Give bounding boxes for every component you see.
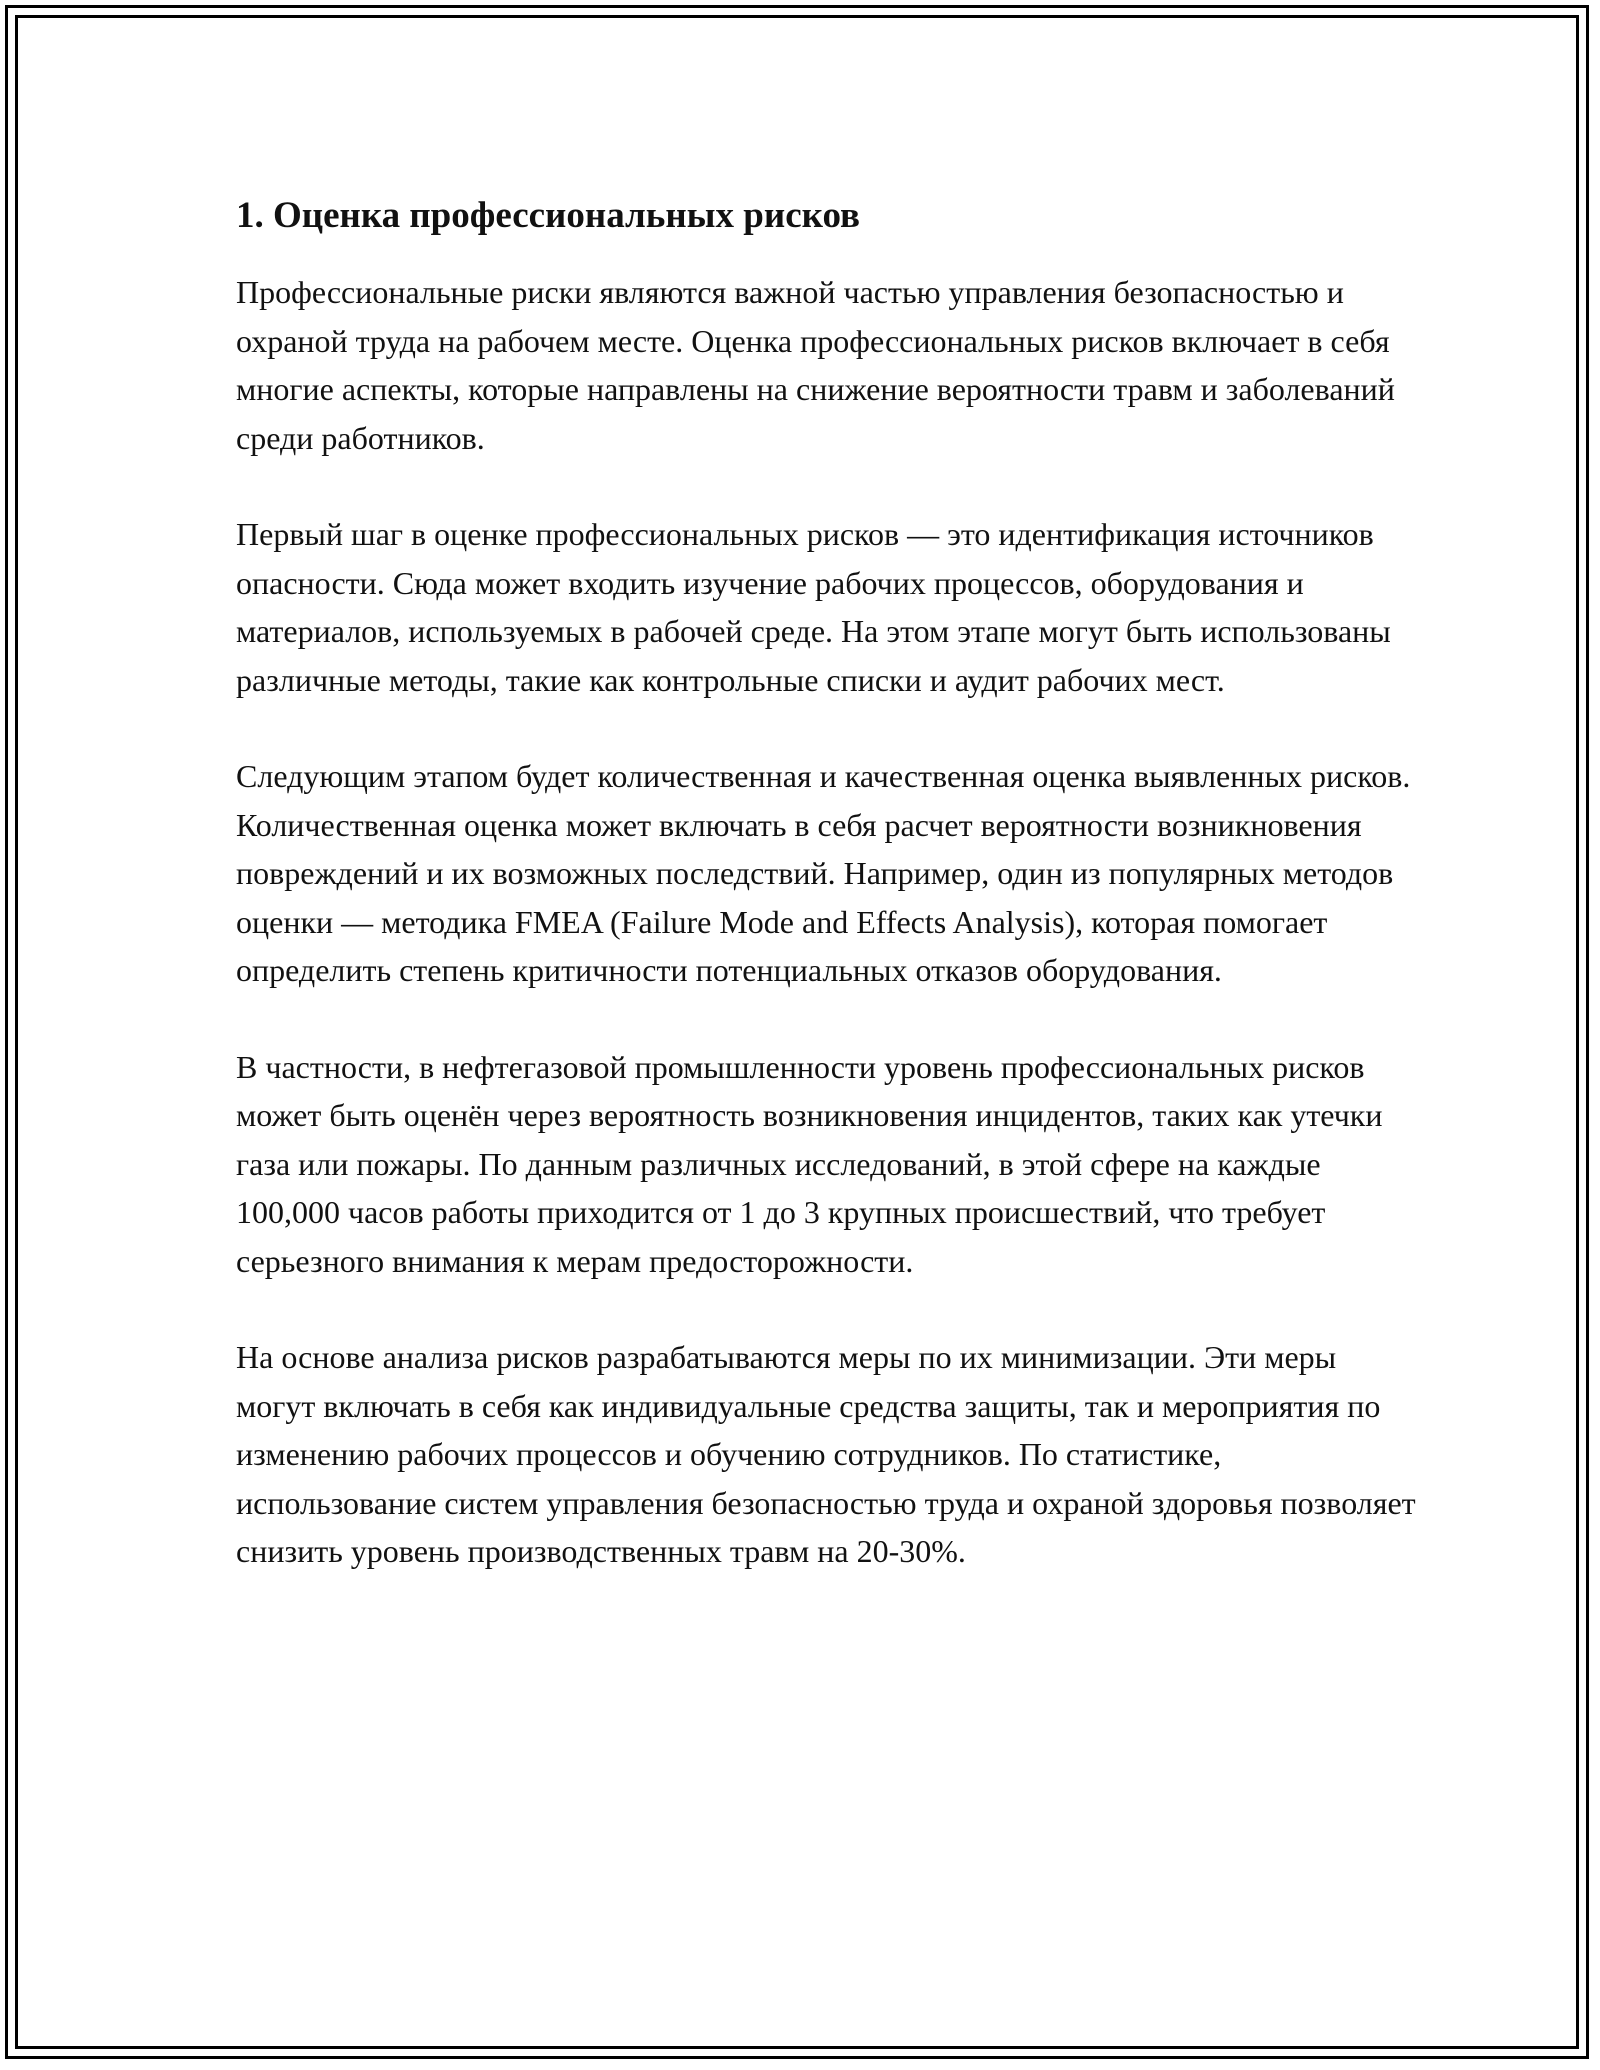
paragraph-identification: Первый шаг в оценке профессиональных рисков — это идентификация источников опасности. Сюда может входить изучение рабочих процессов, оборудования и материалов, используемых в рабочей среде. На этом этапе могут быть использованы различные методы, такие как контрольные списки и аудит рабочих мест. bbox=[236, 516, 1391, 698]
paragraph-assessment: Следующим этапом будет количественная и качественная оценка выявленных рисков. Количественная оценка может включать в себя расчет вероятности возникновения повреждений и их возможных последствий. Например, один из популярных методов оценки — методика FMEA (Failure Mode and Effects Analysis), которая помогает определить степень критичности потенциальных отказов оборудования. bbox=[236, 758, 1411, 988]
paragraph-mitigation: На основе анализа рисков разрабатываются меры по их минимизации. Эти меры могут включать в себя как индивидуальные средства защиты, так и мероприятия по изменению рабочих процессов и обучению сотрудников. По статистике, использование систем управления безопасностью труда и охраной здоровья позволяет снизить уровень производственных травм на 20-30%. bbox=[236, 1339, 1416, 1569]
document-body bbox=[236, 190, 1416, 1624]
paragraph-intro: Профессиональные риски являются важной частью управления безопасностью и охраной труда на рабочем месте. Оценка профессиональных рисков включает в себя многие аспекты, которые направлены на снижение вероятности травм и заболеваний среди работников. bbox=[236, 274, 1395, 456]
section-heading: 1. Оценка профессиональных рисков bbox=[236, 195, 861, 236]
paragraph-oil-gas: В частности, в нефтегазовой промышленности уровень профессиональных рисков может быть оценён через вероятность возникновения инцидентов, таких как утечки газа или пожары. По данным различных исследований, в этой сфере на каждые 100,000 часов работы приходится от 1 до 3 крупных происшествий, что требует серьезного внимания к мерам предосторожности. bbox=[236, 1048, 1383, 1279]
